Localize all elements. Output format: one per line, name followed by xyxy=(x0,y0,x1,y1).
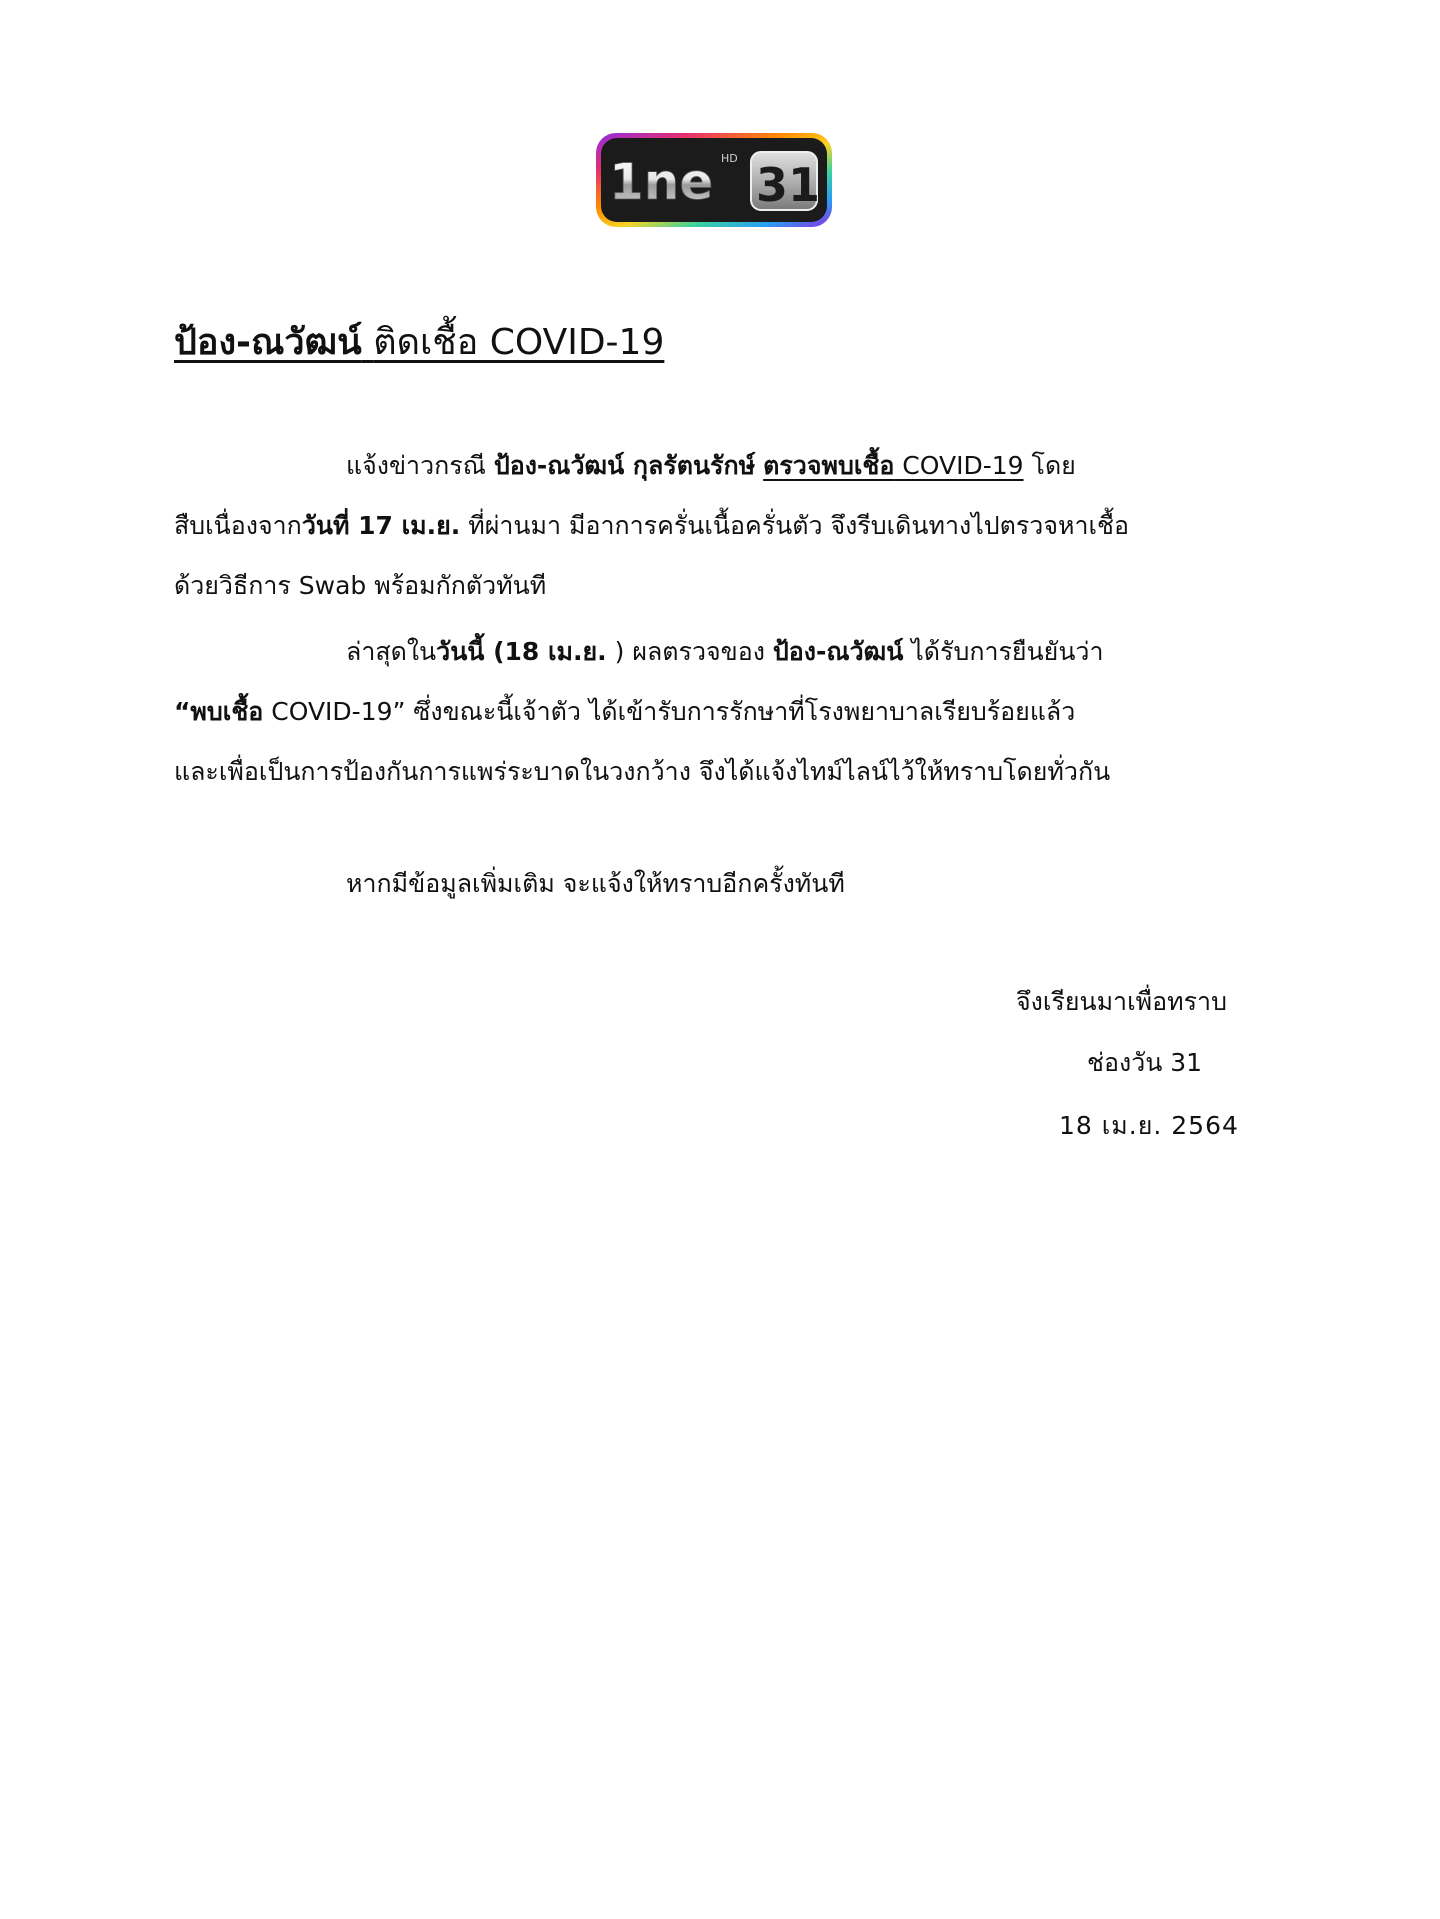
paragraph-followup xyxy=(174,854,1254,914)
text-fragment: ได้รับการยืนยันว่า xyxy=(903,637,1104,666)
text-fragment: COVID-19” xyxy=(263,697,406,726)
text-fragment: ล่าสุดใน xyxy=(346,637,437,666)
text-fragment: แจ้งข่าวกรณี xyxy=(346,451,494,480)
paragraph-line xyxy=(174,496,1254,556)
paragraph-line: ด้วยวิธีการ Swab พร้อมกักตัวทันที xyxy=(174,571,547,600)
text-fragment: โดย xyxy=(1031,451,1076,480)
date-bold: วันที่ 17 เม.ย. xyxy=(301,511,461,540)
logo-31-text: 31 xyxy=(756,158,821,212)
paragraph-line xyxy=(174,436,1254,496)
one31-logo xyxy=(595,132,833,228)
text-fragment: ซึ่งขณะนี้เจ้าตัว ได้เข้ารับการรักษาที่โรงพยาบาลเรียบร้อยแล้ว xyxy=(405,697,1076,726)
title-rest: ติดเชื้อ COVID-19 xyxy=(373,322,665,363)
paragraph-line xyxy=(174,622,1254,682)
test-result-virus: COVID-19 xyxy=(894,451,1024,480)
test-result-bold: ตรวจพบเชื้อ xyxy=(763,451,895,480)
signature-sender: ช่องวัน 31 xyxy=(1087,1048,1203,1077)
found-virus-bold: “พบเชื้อ xyxy=(174,697,264,726)
title-name: ป้อง-ณวัฒน์ xyxy=(174,322,362,363)
signature-date: 18 เม.ย. 2564 xyxy=(1059,1111,1239,1140)
text-fragment: หากมีข้อมูลเพิ่มเติม จะแจ้งให้ทราบอีกครั้งทันที xyxy=(346,869,845,898)
page-title xyxy=(174,318,664,368)
paragraph-line: และเพื่อเป็นการป้องกันการแพร่ระบาดในวงกว้าง จึงได้แจ้งไทม์ไลน์ไว้ให้ทราบโดยทั่วกัน xyxy=(174,757,1111,786)
today-bold: วันนี้ (18 เม.ย. xyxy=(436,637,607,666)
person-name: ป้อง-ณวัฒน์ xyxy=(772,637,904,666)
paragraph-announcement xyxy=(174,436,1254,616)
person-name: ป้อง-ณวัฒน์ กุลรัตนรักษ์ xyxy=(493,451,756,480)
logo-one-text: 1ne xyxy=(609,153,714,211)
paragraph-line xyxy=(174,682,1254,742)
page-title-underlined xyxy=(174,322,664,363)
signature-closing: จึงเรียนมาเพื่อทราบ xyxy=(1016,987,1227,1016)
paragraph-update xyxy=(174,622,1254,802)
test-result-underlined xyxy=(763,451,1023,480)
text-fragment: สืบเนื่องจาก xyxy=(174,511,302,540)
text-fragment: ) ผลตรวจของ xyxy=(606,637,773,666)
paragraph-line xyxy=(174,854,1254,914)
logo-hd-text: HD xyxy=(721,152,738,165)
text-fragment: ที่ผ่านมา มีอาการครั่นเนื้อครั่นตัว จึงรีบเดินทางไปตรวจหาเชื้อ xyxy=(460,511,1130,540)
one31-logo-image xyxy=(595,132,833,228)
